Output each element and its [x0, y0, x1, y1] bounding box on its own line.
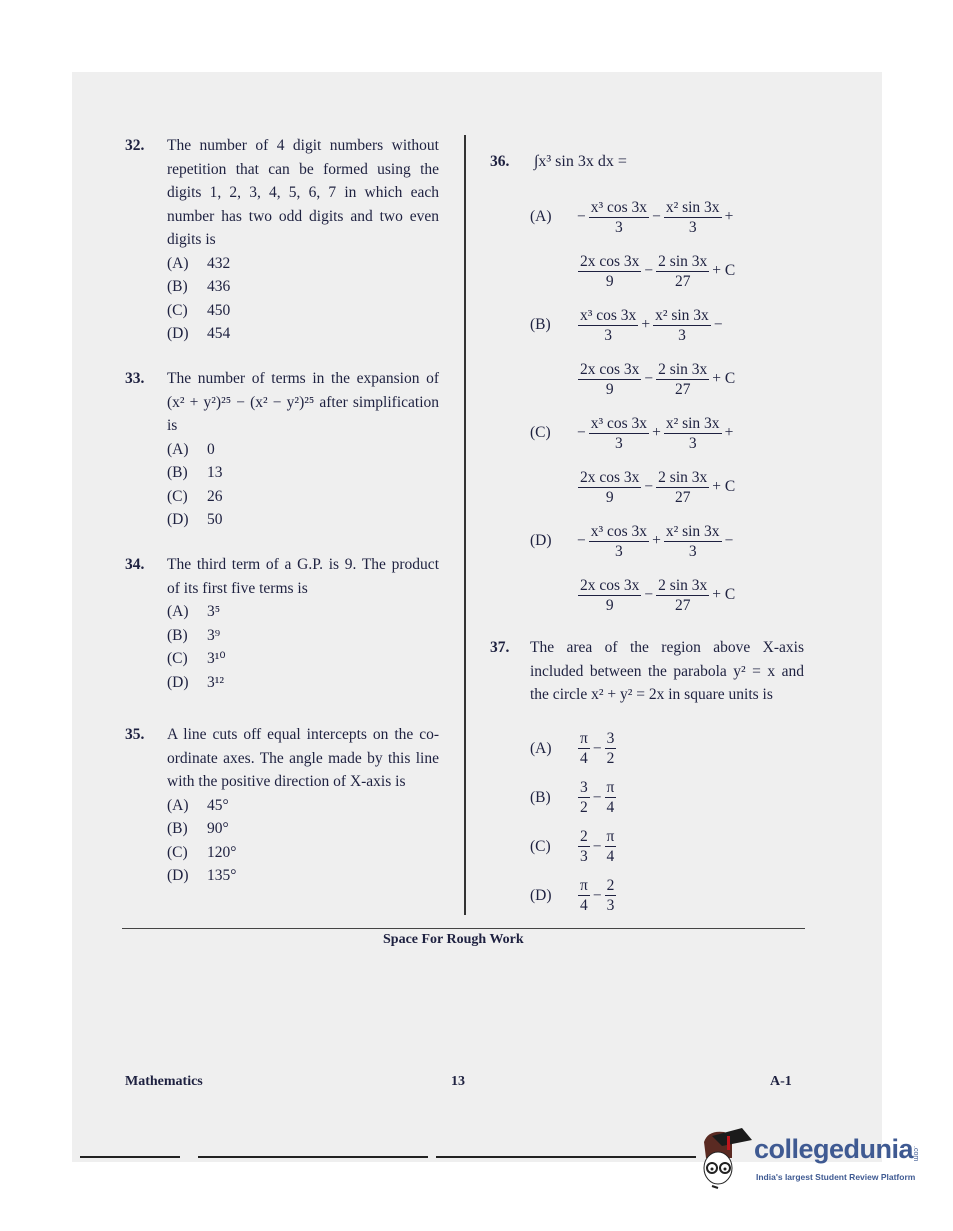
- brand-name: collegedunia: [754, 1134, 914, 1164]
- numerator: 2x cos 3x: [580, 576, 640, 594]
- question-number: 34.: [125, 556, 145, 573]
- option-value: 50: [207, 511, 223, 528]
- option-line: [530, 406, 810, 460]
- numerator: 2 sin 3x: [658, 360, 708, 378]
- option-label: (A): [167, 603, 189, 620]
- answer-option: [167, 624, 439, 648]
- question-text: [530, 636, 804, 707]
- option-label: (B): [167, 820, 188, 837]
- numerator: x² sin 3x: [665, 414, 720, 432]
- denominator: 3: [606, 897, 615, 914]
- numerator: x³ cos 3x: [580, 306, 637, 324]
- numerator: 2 sin 3x: [658, 468, 708, 486]
- option-label: (A): [167, 254, 189, 272]
- option-label: (B): [167, 464, 188, 481]
- option-line: [530, 352, 810, 406]
- operator: −: [592, 788, 602, 806]
- operator: −: [577, 208, 586, 226]
- denominator: 3: [678, 326, 686, 344]
- fraction: [578, 778, 590, 817]
- scan-edge-line: [80, 1156, 180, 1158]
- math-expression: [576, 360, 736, 399]
- question-stem: A line cuts off equal intercepts on the co-ordinate axes. The angle made by this line with the positive direction of X-axis is: [167, 726, 439, 790]
- operator: +: [724, 208, 734, 226]
- fraction: [589, 198, 649, 237]
- option-label: (D): [167, 673, 189, 691]
- question-text: [167, 723, 439, 888]
- fraction: [589, 414, 649, 453]
- answer-option: [167, 461, 439, 485]
- option-label: (D): [530, 532, 552, 550]
- answer-option: [167, 275, 439, 299]
- question-text: [167, 553, 439, 694]
- question-number: 36.: [490, 153, 510, 170]
- question-stem: The number of 4 digit numbers without repetition that can be formed using the digits 1, 2, 3, 4, 5, 6, 7 in which each number has two odd digits and two even digits is: [167, 137, 439, 248]
- rough-work-divider: [122, 928, 805, 929]
- answer-option: [530, 871, 730, 920]
- brand-domain: .com: [912, 1146, 919, 1162]
- option-value: 3¹⁰: [207, 650, 226, 667]
- denominator: 9: [605, 488, 614, 506]
- question-stem: The area of the region above X-axis included between the parabola y² = x and the circle x² + y² = 2x in square units is: [530, 639, 804, 703]
- denominator: 4: [580, 897, 588, 914]
- fraction: [578, 729, 590, 768]
- fraction: [589, 522, 649, 561]
- fraction: [578, 360, 641, 399]
- answer-options: [167, 600, 439, 694]
- option-value: 90°: [207, 820, 229, 837]
- question-number: 35.: [125, 726, 145, 743]
- question-number: 37.: [490, 639, 510, 656]
- option-label: (A): [530, 208, 552, 226]
- option-line: [530, 244, 810, 298]
- fraction: [656, 576, 709, 615]
- answer-option: [530, 406, 810, 514]
- operator: −: [644, 586, 654, 604]
- operator: + C: [712, 478, 736, 496]
- numerator: x³ cos 3x: [590, 522, 648, 540]
- answer-options: [167, 438, 439, 532]
- fraction: [605, 827, 617, 866]
- option-line: [530, 568, 810, 622]
- denominator: 27: [674, 272, 691, 290]
- denominator: 27: [674, 380, 691, 398]
- denominator: 3: [604, 326, 613, 344]
- operator: −: [644, 478, 654, 496]
- fraction: [653, 306, 711, 345]
- denominator: 27: [674, 596, 691, 614]
- answer-option: [167, 817, 439, 841]
- collegedunia-watermark: [698, 1128, 928, 1198]
- answer-option: [167, 252, 439, 276]
- brand-tagline: India's largest Student Review Platform: [756, 1172, 916, 1182]
- answer-option: [530, 724, 730, 773]
- footer-page-number: 13: [451, 1074, 465, 1089]
- operator: −: [713, 316, 723, 334]
- numerator: π: [606, 828, 615, 845]
- answer-option: [167, 508, 439, 532]
- operator: + C: [712, 262, 736, 280]
- fraction: [578, 306, 638, 345]
- operator: −: [644, 262, 654, 280]
- numerator: x³ cos 3x: [590, 198, 648, 216]
- numerator: 2: [580, 828, 588, 845]
- fraction: [605, 729, 617, 768]
- denominator: 3: [688, 542, 697, 560]
- answer-option: [167, 671, 439, 695]
- answer-option: [167, 794, 439, 818]
- math-expression: [576, 522, 734, 561]
- option-line: [530, 460, 810, 514]
- denominator: 9: [605, 380, 614, 398]
- fraction: [664, 414, 722, 453]
- operator: −: [644, 370, 654, 388]
- option-value: 432: [207, 254, 231, 272]
- option-value: 3¹²: [207, 673, 225, 691]
- denominator: 27: [674, 488, 691, 506]
- denominator: 3: [615, 434, 623, 452]
- answer-option: [530, 190, 810, 298]
- option-label: (C): [530, 424, 551, 442]
- fraction: [664, 198, 722, 237]
- answer-option: [530, 298, 810, 406]
- numerator: 2x cos 3x: [580, 468, 640, 486]
- denominator: 3: [615, 218, 623, 236]
- fraction: [656, 468, 709, 507]
- answer-options: [167, 794, 439, 888]
- fraction: [578, 827, 590, 866]
- numerator: 2: [606, 877, 615, 894]
- footer-subject: Mathematics: [125, 1074, 203, 1089]
- numerator: π: [606, 779, 615, 796]
- option-label: (C): [167, 301, 188, 319]
- operator: + C: [712, 586, 736, 604]
- numerator: 3: [606, 730, 615, 747]
- option-value: 45°: [207, 796, 229, 814]
- footer-code: A-1: [770, 1074, 792, 1089]
- fraction: [605, 876, 617, 915]
- operator: +: [724, 424, 734, 442]
- answer-option: [167, 864, 439, 888]
- question-number: 32.: [125, 137, 145, 154]
- mascot-icon: [698, 1128, 754, 1192]
- operator: −: [592, 837, 602, 855]
- numerator: 2 sin 3x: [658, 576, 708, 594]
- operator: +: [652, 424, 661, 442]
- answer-options: [530, 724, 730, 920]
- option-label: (D): [167, 325, 189, 342]
- option-label: (A): [167, 440, 189, 458]
- option-label: (B): [167, 626, 188, 644]
- answer-option: [530, 514, 810, 622]
- answer-option: [530, 822, 730, 871]
- fraction: [605, 778, 617, 817]
- scan-edge-line: [436, 1156, 696, 1158]
- answer-option: [167, 485, 439, 509]
- operator: + C: [712, 370, 736, 388]
- operator: +: [652, 532, 661, 550]
- fraction: [578, 876, 590, 915]
- numerator: π: [580, 730, 588, 747]
- numerator: 2x cos 3x: [580, 252, 640, 270]
- fraction: [656, 252, 709, 291]
- question-stem: The number of terms in the expansion of (x² + y²)²⁵ − (x² − y²)²⁵ after simplification is: [167, 370, 439, 434]
- denominator: 4: [580, 750, 588, 767]
- option-label: (D): [167, 867, 189, 884]
- operator: +: [641, 316, 651, 334]
- answer-options: [530, 190, 810, 622]
- operator: −: [592, 886, 602, 904]
- denominator: 3: [688, 218, 697, 236]
- fraction: [664, 522, 722, 561]
- question-stem: ∫x³ sin 3x dx =: [534, 153, 627, 170]
- option-value: 13: [207, 464, 223, 481]
- fraction: [578, 252, 641, 291]
- option-line: [530, 514, 810, 568]
- scan-edge-line: [198, 1156, 428, 1158]
- option-value: 454: [207, 325, 231, 342]
- option-value: 120°: [207, 843, 237, 861]
- option-label: (B): [530, 788, 551, 806]
- option-line: [530, 298, 810, 352]
- denominator: 4: [606, 799, 615, 816]
- numerator: x² sin 3x: [665, 522, 720, 540]
- option-label: (B): [167, 278, 188, 295]
- denominator: 9: [605, 596, 614, 614]
- option-label: (B): [530, 316, 551, 334]
- option-label: (D): [530, 886, 552, 904]
- option-line: [530, 190, 810, 244]
- option-value: 135°: [207, 867, 237, 884]
- denominator: 3: [580, 848, 588, 865]
- numerator: 2 sin 3x: [658, 252, 708, 270]
- math-expression: [576, 729, 618, 768]
- math-expression: [576, 306, 724, 345]
- option-value: 3⁵: [207, 603, 221, 620]
- fraction: [578, 576, 641, 615]
- math-expression: [576, 876, 618, 915]
- question-text: [167, 134, 439, 346]
- math-expression: [576, 827, 618, 866]
- math-expression: [576, 252, 736, 291]
- answer-option: [167, 438, 439, 462]
- operator: −: [577, 424, 586, 442]
- answer-option: [167, 600, 439, 624]
- column-divider: [464, 135, 466, 915]
- math-expression: [576, 414, 734, 453]
- answer-option: [167, 322, 439, 346]
- operator: −: [592, 739, 602, 757]
- option-label: (C): [167, 650, 188, 667]
- denominator: 2: [606, 750, 615, 767]
- math-expression: [576, 198, 734, 237]
- fraction: [578, 468, 641, 507]
- numerator: x² sin 3x: [655, 306, 709, 324]
- math-expression: [576, 468, 736, 507]
- option-value: 436: [207, 278, 231, 295]
- answer-option: [167, 299, 439, 323]
- math-expression: [576, 778, 618, 817]
- question-text: [167, 367, 439, 532]
- option-value: 26: [207, 487, 223, 505]
- operator: −: [577, 532, 586, 550]
- option-label: (A): [167, 796, 189, 814]
- numerator: π: [580, 877, 588, 894]
- numerator: x² sin 3x: [665, 198, 720, 216]
- option-label: (A): [530, 739, 552, 757]
- option-label: (D): [167, 511, 189, 528]
- option-value: 450: [207, 301, 231, 319]
- option-value: 0: [207, 440, 215, 458]
- option-value: 3⁹: [207, 626, 221, 644]
- denominator: 2: [580, 799, 588, 816]
- answer-options: [167, 252, 439, 346]
- denominator: 9: [605, 272, 614, 290]
- numerator: 3: [580, 779, 588, 796]
- option-label: (C): [530, 837, 551, 855]
- denominator: 3: [615, 542, 623, 560]
- option-label: (C): [167, 843, 188, 861]
- denominator: 3: [688, 434, 697, 452]
- numerator: 2x cos 3x: [580, 360, 640, 378]
- question-number: 33.: [125, 370, 145, 387]
- rough-work-label: Space For Rough Work: [383, 932, 524, 947]
- math-expression: [576, 576, 736, 615]
- question-stem: The third term of a G.P. is 9. The product of its first five terms is: [167, 556, 439, 597]
- answer-option: [167, 841, 439, 865]
- option-label: (C): [167, 487, 188, 505]
- operator: −: [652, 208, 661, 226]
- operator: −: [724, 532, 734, 550]
- answer-option: [167, 647, 439, 671]
- numerator: x³ cos 3x: [590, 414, 648, 432]
- answer-option: [530, 773, 730, 822]
- fraction: [656, 360, 709, 399]
- denominator: 4: [606, 848, 615, 865]
